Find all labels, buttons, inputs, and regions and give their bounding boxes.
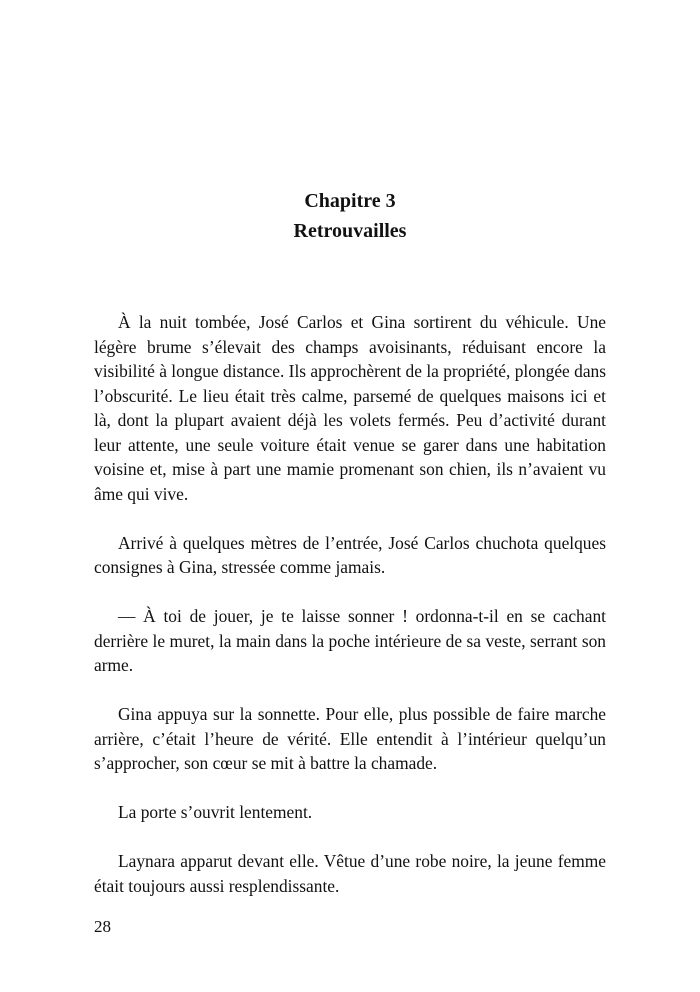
paragraph: À la nuit tombée, José Carlos et Gina sortirent du véhicule. Une légère brume s’élevait des champs avoisinants, réduisant encore la visibilité à longue distance. Ils approchèrent de la propriété, plongée dans l’obscurité. Le lieu était très calme, parsemé de quelques maisons ici et là, dont la plupart avaient déjà les volets fermés. Peu d’activité durant leur attente, une seule voiture était venue se garer dans une habitation voisine et, mise à part une mamie promenant son chien, ils n’avaient vu âme qui vive. [94,312,606,504]
paragraph: La porte s’ouvrit lentement. [118,802,313,822]
paragraph: Gina appuya sur la sonnette. Pour elle, plus possible de faire marche arrière, c’était l’heure de vérité. Elle entendit à l’intérieur quelqu’un s’approcher, son cœur se mit à battre la chamade. [94,704,606,773]
chapter-heading [0,186,700,246]
body-text [94,310,606,923]
paragraph: Laynara apparut devant elle. Vêtue d’une robe noire, la jeune femme était toujours aussi resplendissante. [94,851,606,896]
chapter-title: Retrouvailles [293,220,407,242]
paragraph: — À toi de jouer, je te laisse sonner ! ordonna-t-il en se cachant derrière le muret, la main dans la poche intérieure de sa veste, serrant son arme. [94,606,606,675]
page-number: 28 [94,917,111,936]
chapter-number: Chapitre 3 [304,190,396,212]
paragraph: Arrivé à quelques mètres de l’entrée, José Carlos chuchota quelques consignes à Gina, stressée comme jamais. [94,532,606,577]
